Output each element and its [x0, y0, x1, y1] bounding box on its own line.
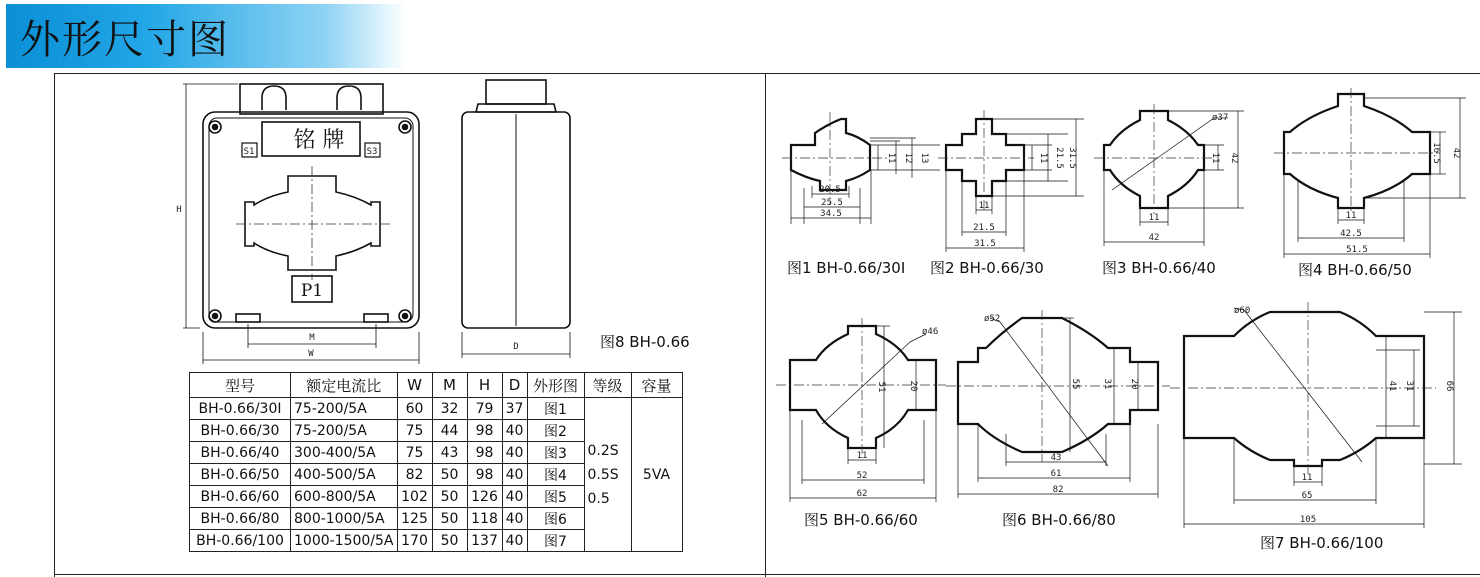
foot-slot-left [236, 314, 260, 322]
fig4-caption: 图4 BH-0.66/50 [1298, 261, 1412, 279]
cell-figure: 图4 [527, 464, 584, 486]
nameplate-label: 铭 牌 [293, 128, 345, 153]
fig6-dim-f: 20 [1129, 378, 1139, 390]
fig2-dim-c: 31.5 [974, 239, 996, 249]
cell-w: 75 [397, 442, 432, 464]
cell-ratio: 400-500/5A [291, 464, 398, 486]
fig5-dim-c: 62 [856, 489, 868, 499]
left-drawings [0, 0, 765, 372]
fig4-dim-c: 51.5 [1346, 245, 1368, 255]
cell-d: 40 [502, 486, 527, 508]
bracket-slot-left [262, 86, 286, 110]
fig3-dim-a: 11 [1148, 213, 1160, 223]
cell-d: 40 [502, 442, 527, 464]
cell-figure: 图2 [527, 420, 584, 442]
fig7-dim-f: 66 [1444, 380, 1454, 392]
fig2-dim-e: 21.5 [1054, 147, 1064, 169]
col-header-h: H [467, 373, 502, 398]
figure-5 [776, 318, 946, 529]
spec-table-header-row [190, 373, 683, 398]
fig3-dim-e: ø37 [1212, 113, 1229, 123]
fig7-caption: 图7 BH-0.66/100 [1260, 534, 1384, 552]
fig1-dim-c: 34.5 [820, 209, 842, 219]
cell-h: 98 [467, 464, 502, 486]
fig2-dim-f: 31.5 [1067, 147, 1077, 169]
cell-d: 37 [502, 398, 527, 420]
page-title: 外形尺寸图 [20, 17, 230, 63]
fig3-caption: 图3 BH-0.66/40 [1102, 259, 1216, 277]
fig7-dim-b: 65 [1301, 491, 1313, 501]
cell-h: 79 [467, 398, 502, 420]
fig6-dim-d: 55 [1070, 378, 1080, 390]
col-header-w: W [397, 373, 432, 398]
fig1-caption: 图1 BH-0.66/30I [787, 259, 906, 277]
fig7-dim-c: 105 [1299, 515, 1317, 525]
fig5-dim-f: ø46 [922, 327, 939, 337]
cell-capacity-merged: 5VA [631, 398, 682, 552]
dim-h-label: H [176, 205, 182, 215]
cell-model: BH-0.66/50 [190, 464, 291, 486]
cell-d: 40 [502, 420, 527, 442]
fig6-caption: 图6 BH-0.66/80 [1002, 511, 1116, 529]
side-top-cap [486, 80, 546, 104]
cell-m: 50 [432, 530, 467, 552]
cell-grade-merged [584, 398, 631, 552]
fig2-dim-b: 21.5 [973, 223, 995, 233]
fig1-dim-a: 20.5 [819, 185, 841, 195]
col-header-model: 型号 [190, 373, 291, 398]
cell-ratio: 75-200/5A [291, 420, 398, 442]
side-top-flange [476, 104, 556, 112]
table-row [190, 398, 683, 420]
cell-model: BH-0.66/40 [190, 442, 291, 464]
col-header-m: M [432, 373, 467, 398]
cell-m: 44 [432, 420, 467, 442]
terminal-s1-label: S1 [243, 147, 255, 157]
figure-2 [930, 110, 1084, 277]
fig1-dim-d: 11 [886, 152, 896, 164]
front-center-lines [236, 166, 390, 280]
cell-model: BH-0.66/30 [190, 420, 291, 442]
side-view-caption: 图8 BH-0.66 [600, 333, 690, 351]
fig1-dim-b: 25.5 [821, 198, 843, 208]
figure-1 [782, 112, 940, 277]
figure-3 [1094, 104, 1244, 277]
terminal-p1-label: P1 [300, 281, 324, 301]
fig7-dim-g: ø60 [1234, 306, 1251, 316]
fig7-dim-e: 31 [1404, 380, 1414, 392]
fig2-caption: 图2 BH-0.66/30 [930, 259, 1044, 277]
cell-model: BH-0.66/60 [190, 486, 291, 508]
cell-h: 137 [467, 530, 502, 552]
cell-m: 50 [432, 464, 467, 486]
cell-h: 98 [467, 420, 502, 442]
cell-figure: 图6 [527, 508, 584, 530]
cell-model: BH-0.66/30I [190, 398, 291, 420]
cell-d: 40 [502, 530, 527, 552]
grade-line: 0.2S [587, 442, 619, 459]
fig4-dim-e: 42 [1451, 147, 1461, 159]
cell-figure: 图1 [527, 398, 584, 420]
fig3-dim-c: 11 [1210, 152, 1220, 164]
fig3-dim-d: 42 [1229, 152, 1239, 164]
cell-figure: 图5 [527, 486, 584, 508]
fig1-dim-e: 12 [903, 152, 913, 164]
cell-model: BH-0.66/100 [190, 530, 291, 552]
cell-d: 40 [502, 464, 527, 486]
figure-6 [946, 310, 1170, 529]
fig1-dim-f: 13 [919, 152, 929, 164]
fig2-dim-a: 11 [978, 201, 990, 211]
cell-figure: 图3 [527, 442, 584, 464]
bracket-slot-right [337, 86, 361, 110]
fig4-dim-a: 11 [1345, 211, 1357, 221]
fig6-dim-g: ø52 [984, 314, 1001, 324]
col-header-grade: 等级 [584, 373, 631, 398]
cell-w: 102 [397, 486, 432, 508]
fig5-caption: 图5 BH-0.66/60 [804, 511, 918, 529]
col-header-capacity: 容量 [631, 373, 682, 398]
fig5-dim-b: 52 [856, 471, 868, 481]
fig6-dim-e: 31 [1102, 378, 1112, 390]
side-view [462, 80, 570, 328]
col-header-figure: 外形图 [527, 373, 584, 398]
fig5-dim-a: 11 [856, 451, 868, 461]
fig6-dim-b: 61 [1050, 469, 1062, 479]
cell-ratio: 800-1000/5A [291, 508, 398, 530]
cell-h: 118 [467, 508, 502, 530]
dim-d-label: D [513, 342, 519, 352]
col-header-ratio: 额定电流比 [291, 373, 398, 398]
cell-ratio: 75-200/5A [291, 398, 398, 420]
cell-d: 40 [502, 508, 527, 530]
fig6-dim-c: 82 [1052, 485, 1064, 495]
cell-model: BH-0.66/80 [190, 508, 291, 530]
cell-ratio: 300-400/5A [291, 442, 398, 464]
grade-line: 0.5 [587, 490, 610, 507]
cell-w: 75 [397, 420, 432, 442]
fig7-dim-a: 11 [1301, 473, 1313, 483]
right-figures [766, 73, 1480, 577]
fig7-dim-d: 41 [1387, 380, 1397, 392]
figure-7 [1170, 302, 1462, 552]
fig4-dim-d: 16.5 [1431, 142, 1441, 164]
cell-w: 170 [397, 530, 432, 552]
cell-figure: 图7 [527, 530, 584, 552]
figure-4 [1274, 88, 1466, 279]
foot-slot-right [364, 314, 388, 322]
cell-h: 98 [467, 442, 502, 464]
cell-ratio: 1000-1500/5A [291, 530, 398, 552]
spec-table [189, 372, 683, 552]
primary-bore-outline [245, 176, 380, 270]
grade-line: 0.5S [587, 466, 619, 483]
fig4-dim-b: 42.5 [1340, 229, 1362, 239]
cell-m: 43 [432, 442, 467, 464]
fig3-dim-b: 42 [1148, 233, 1160, 243]
cell-m: 32 [432, 398, 467, 420]
cell-h: 126 [467, 486, 502, 508]
cell-m: 50 [432, 486, 467, 508]
terminal-s3-label: S3 [366, 147, 378, 157]
fig5-dim-e: 20 [908, 380, 918, 392]
fig2-dim-d: 11 [1038, 152, 1048, 164]
cell-w: 125 [397, 508, 432, 530]
fig5-dim-d: 51 [876, 381, 886, 393]
col-header-d: D [502, 373, 527, 398]
cell-m: 50 [432, 508, 467, 530]
cell-w: 60 [397, 398, 432, 420]
cell-ratio: 600-800/5A [291, 486, 398, 508]
fig6-dim-a: 43 [1050, 453, 1062, 463]
dim-m-label: M [309, 333, 315, 343]
cell-w: 82 [397, 464, 432, 486]
dim-w-label: W [308, 349, 314, 359]
